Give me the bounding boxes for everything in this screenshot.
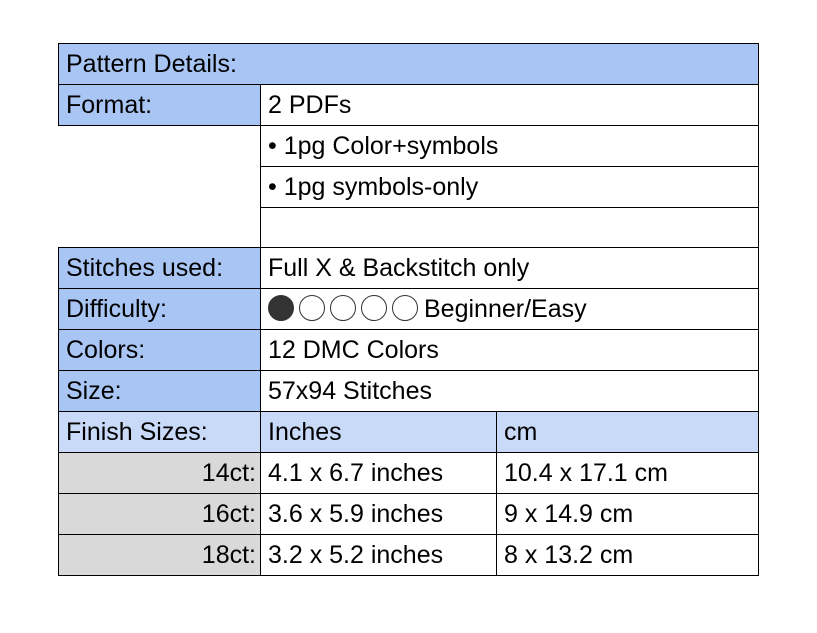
- format-row: [59, 85, 759, 126]
- finish-header-row: [59, 412, 759, 453]
- header-row: [59, 44, 759, 85]
- table-title: Pattern Details:: [59, 44, 759, 85]
- cm-cell: 8 x 13.2 cm: [497, 535, 759, 576]
- finish-sizes-label: Finish Sizes:: [59, 412, 261, 453]
- format-value: 2 PDFs: [261, 85, 759, 126]
- cm-cell: 9 x 14.9 cm: [497, 494, 759, 535]
- format-item-row: [59, 167, 759, 208]
- format-item-row: [59, 126, 759, 167]
- size-label: Size:: [59, 371, 261, 412]
- format-label: Format:: [59, 85, 261, 126]
- difficulty-row: [59, 289, 759, 330]
- colors-label: Colors:: [59, 330, 261, 371]
- format-blank-cell: [59, 126, 261, 167]
- difficulty-value: Beginner/Easy: [424, 295, 587, 323]
- stitches-value: Full X & Backstitch only: [261, 248, 759, 289]
- inches-cell: 3.6 x 5.9 inches: [261, 494, 497, 535]
- inches-cell: 4.1 x 6.7 inches: [261, 453, 497, 494]
- difficulty-cell: [261, 289, 759, 330]
- size-value: 57x94 Stitches: [261, 371, 759, 412]
- difficulty-dot-empty-icon: [330, 295, 356, 321]
- cm-cell: 10.4 x 17.1 cm: [497, 453, 759, 494]
- format-blank-cell: [59, 208, 261, 248]
- count-cell: 14ct:: [59, 453, 261, 494]
- format-item: [261, 208, 759, 248]
- count-cell: 16ct:: [59, 494, 261, 535]
- colors-value: 12 DMC Colors: [261, 330, 759, 371]
- colors-row: [59, 330, 759, 371]
- count-cell: 18ct:: [59, 535, 261, 576]
- difficulty-dot-filled-icon: [268, 295, 294, 321]
- pattern-details-table: [58, 43, 759, 576]
- table-row: [59, 453, 759, 494]
- difficulty-dot-empty-icon: [392, 295, 418, 321]
- inches-cell: 3.2 x 5.2 inches: [261, 535, 497, 576]
- inches-column-header: Inches: [261, 412, 497, 453]
- table-row: [59, 535, 759, 576]
- size-row: [59, 371, 759, 412]
- difficulty-dot-empty-icon: [361, 295, 387, 321]
- stitches-row: [59, 248, 759, 289]
- format-item: • 1pg symbols-only: [261, 167, 759, 208]
- difficulty-dot-empty-icon: [299, 295, 325, 321]
- format-item-row: [59, 208, 759, 248]
- table-row: [59, 494, 759, 535]
- stitches-label: Stitches used:: [59, 248, 261, 289]
- format-item: • 1pg Color+symbols: [261, 126, 759, 167]
- difficulty-rating: [268, 295, 418, 321]
- format-blank-cell: [59, 167, 261, 208]
- difficulty-label: Difficulty:: [59, 289, 261, 330]
- cm-column-header: cm: [497, 412, 759, 453]
